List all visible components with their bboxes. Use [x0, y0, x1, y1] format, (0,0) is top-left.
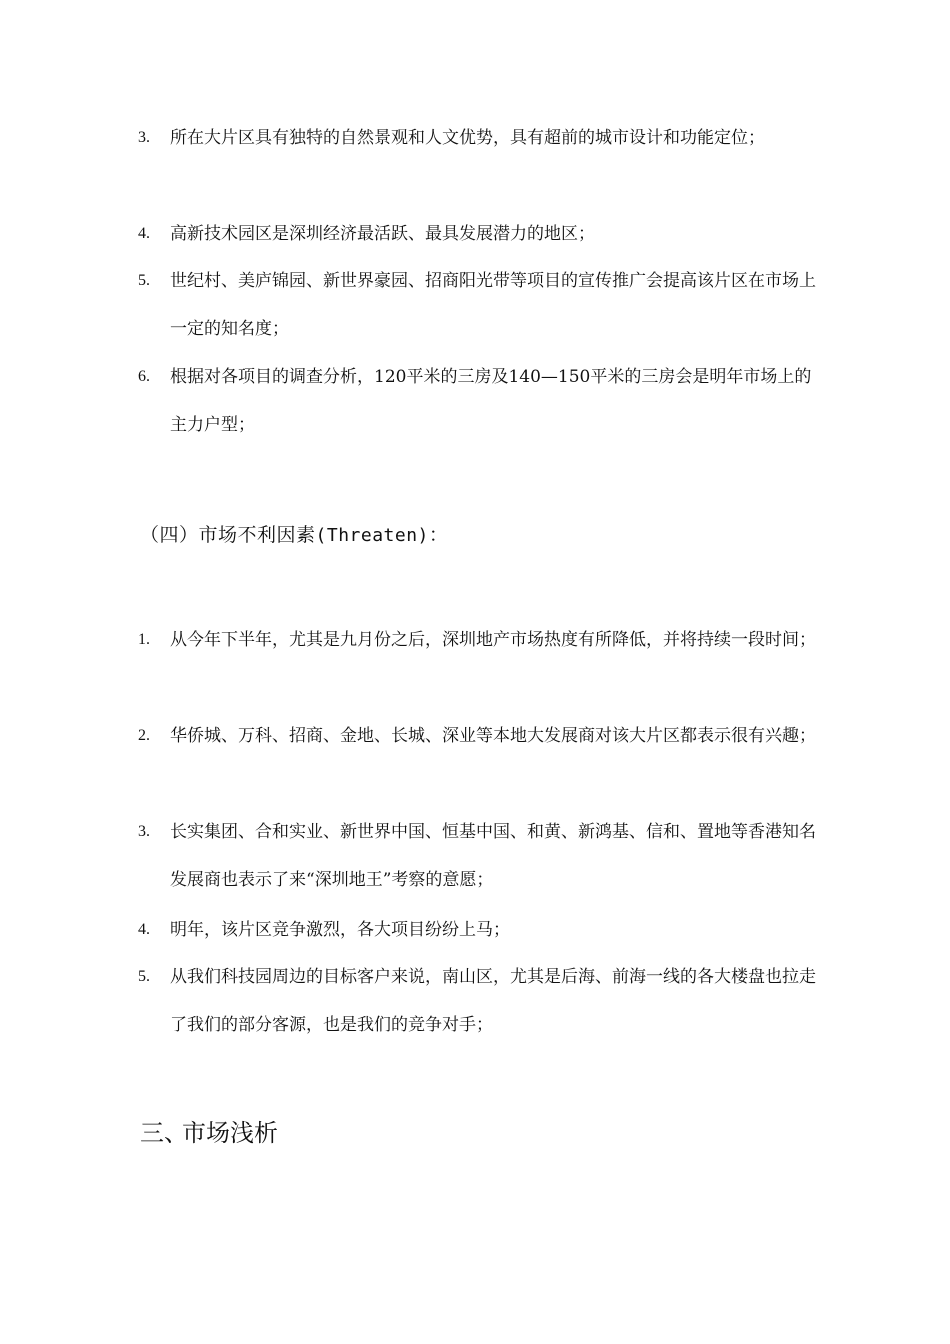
threats-heading — [140, 517, 448, 554]
list-item-text: 所在大片区具有独特的自然景观和人文优势，具有超前的城市设计和功能定位； — [170, 128, 765, 148]
list-item — [138, 257, 818, 353]
list-item-text: 华侨城、万科、招商、金地、长城、深业等本地大发展商对该大片区都表示很有兴趣； — [170, 726, 816, 746]
list-item — [138, 906, 818, 954]
list-item-text: 从我们科技园周边的目标客户来说，南山区，尤其是后海、前海一线的各大楼盘也拉走了我们的部分客源，也是我们的竞争对手； — [170, 967, 816, 1035]
list-item-number: 6. — [138, 368, 150, 385]
threats-heading-english: (Threaten) — [315, 525, 429, 546]
list-item — [138, 953, 818, 1049]
list-item-number: 2. — [138, 727, 150, 744]
list-item-text: 从今年下半年，尤其是九月份之后，深圳地产市场热度有所降低，并将持续一段时间； — [170, 630, 816, 650]
list-item-text: 高新技术园区是深圳经济最活跃、最具发展潜力的地区； — [170, 224, 595, 244]
list-item — [138, 712, 818, 760]
list-item-number: 3. — [138, 129, 150, 146]
list-item-text: 明年，该片区竞争激烈，各大项目纷纷上马； — [170, 920, 510, 940]
list-item-text: 世纪村、美庐锦园、新世界豪园、招商阳光带等项目的宣传推广会提高该片区在市场上一定的知名度； — [170, 271, 816, 339]
list-item — [138, 353, 818, 449]
section-number: 三、 — [140, 1119, 188, 1147]
list-item-text: 长实集团、合和实业、新世界中国、恒基中国、和黄、新鸿基、信和、置地等香港知名发展商也表示了来“深圳地王”考察的意愿； — [170, 822, 816, 890]
threats-heading-prefix: （四）市场不利因素 — [140, 524, 316, 546]
list-item-number: 4. — [138, 921, 150, 938]
list-item-number: 1. — [138, 631, 150, 648]
list-item-number: 3. — [138, 823, 150, 840]
list-item — [138, 114, 818, 162]
list-item — [138, 210, 818, 258]
threats-heading-suffix: ： — [428, 524, 449, 546]
list-item — [138, 808, 818, 904]
list-item-number: 5. — [138, 272, 150, 289]
section-heading — [140, 1113, 278, 1153]
list-item-number: 5. — [138, 968, 150, 985]
list-item — [138, 616, 818, 664]
section-title: 市场浅析 — [182, 1119, 278, 1147]
list-item-text: 根据对各项目的调查分析，120平米的三房及140—150平米的三房会是明年市场上的主力户型； — [170, 367, 812, 435]
list-item-number: 4. — [138, 225, 150, 242]
